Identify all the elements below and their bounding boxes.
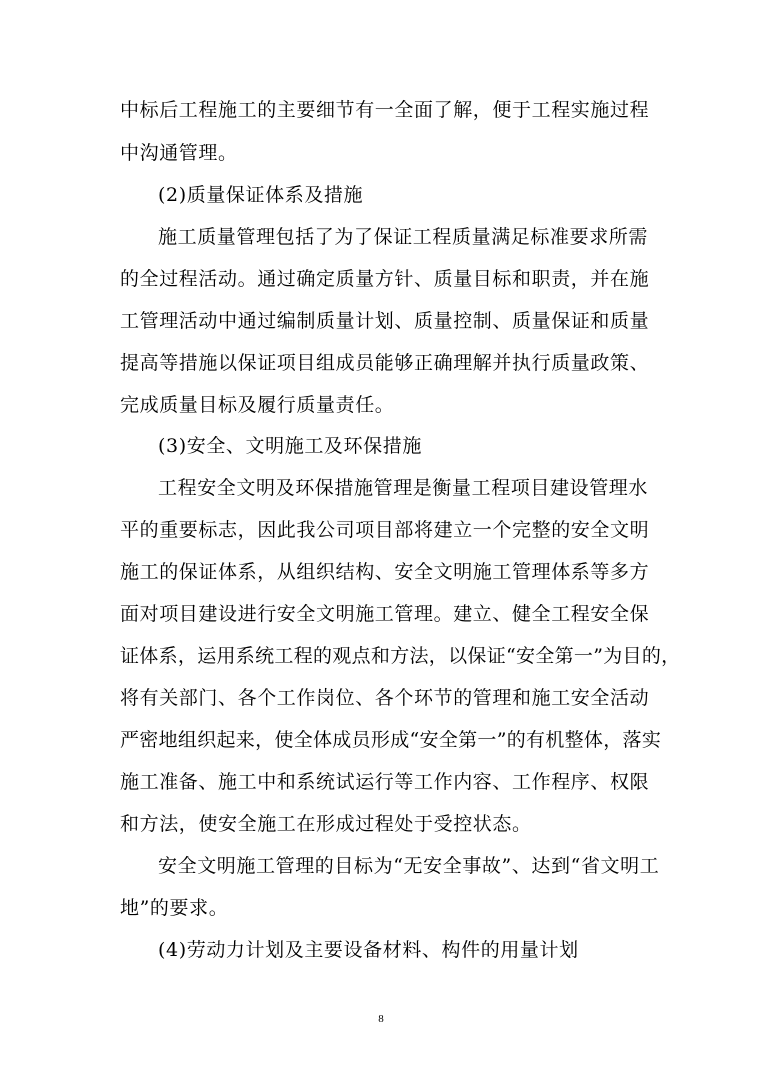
paragraph-line: 将有关部门、各个工作岗位、各个环节的管理和施工安全活动 (120, 687, 650, 709)
paragraph-line: 和方法，使安全施工在形成过程处于受控状态。 (120, 813, 532, 835)
section-heading: (4)劳动力计划及主要设备材料、构件的用量计划 (158, 939, 579, 961)
paragraph-line: 的全过程活动。通过确定质量方针、质量目标和职责，并在施 (120, 268, 650, 290)
paragraph-line: 证体系，运用系统工程的观点和方法，以保证“安全第一”为目的， (120, 645, 681, 667)
paragraph-line: 严密地组织起来，使全体成员形成“安全第一”的有机整体，落实 (120, 729, 662, 751)
paragraph-line: 施工准备、施工中和系统试运行等工作内容、工作程序、权限 (120, 771, 650, 793)
paragraph-line: 施工质量管理包括了为了保证工程质量满足标准要求所需 (158, 226, 649, 248)
paragraph-line: 中沟通管理。 (120, 142, 238, 164)
paragraph-line: 中标后工程施工的主要细节有一全面了解，便于工程实施过程 (120, 99, 650, 121)
paragraph-line: 面对项目建设进行安全文明施工管理。建立、健全工程安全保 (120, 603, 650, 625)
paragraph-line: 工程安全文明及环保措施管理是衡量工程项目建设管理水 (158, 477, 649, 499)
section-heading: (2)质量保证体系及措施 (158, 184, 364, 206)
page-number: 8 (378, 1013, 384, 1025)
paragraph-line: 地”的要求。 (120, 897, 229, 919)
paragraph-line: 提高等措施以保证项目组成员能够正确理解并执行质量政策、 (120, 352, 650, 374)
paragraph-line: 工管理活动中通过编制质量计划、质量控制、质量保证和质量 (120, 310, 650, 332)
paragraph-line: 施工的保证体系，从组织结构、安全文明施工管理体系等多方 (120, 561, 650, 583)
section-heading: (3)安全、文明施工及环保措施 (158, 435, 422, 457)
paragraph-line: 平的重要标志，因此我公司项目部将建立一个完整的安全文明 (120, 519, 650, 541)
paragraph-line: 安全文明施工管理的目标为“无安全事故”、达到“省文明工 (158, 855, 660, 877)
paragraph-line: 完成质量目标及履行质量责任。 (120, 394, 395, 416)
